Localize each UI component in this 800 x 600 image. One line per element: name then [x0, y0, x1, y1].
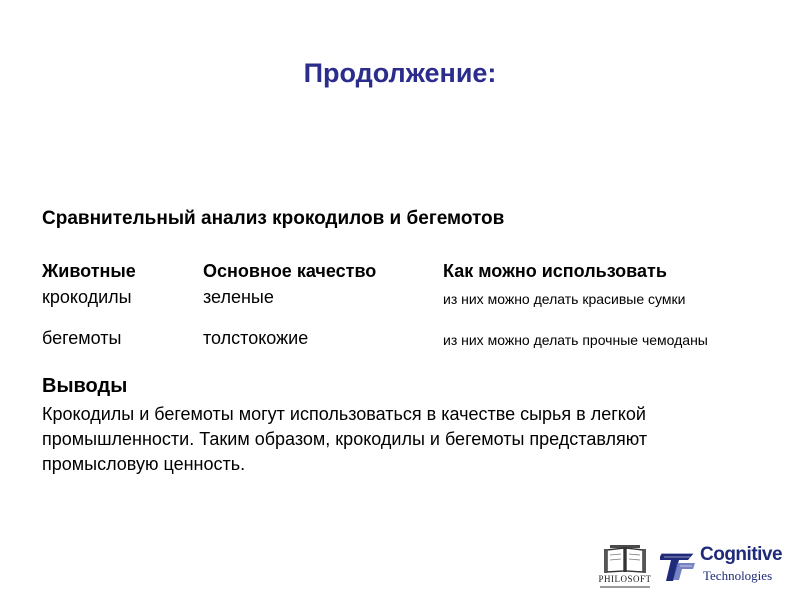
column-header-quality: Основное качество	[203, 261, 377, 281]
conclusions-text: Крокодилы и бегемоты могут использоваться в качестве сырья в легкой промышленности. Таким образом, крокодилы и бегемоты представляют промысловую ценность.	[42, 404, 648, 474]
philosoft-name: PHILOSOFT	[598, 574, 652, 584]
table-cell-animal: крокодилы	[42, 287, 132, 307]
book-icon	[601, 544, 649, 574]
philosoft-underline	[600, 586, 650, 588]
philosoft-logo	[596, 544, 654, 592]
slide-title: Продолжение:	[303, 58, 497, 88]
table-cell-usage: из них можно делать красивые сумки	[443, 291, 686, 307]
comparison-heading: Сравнительный анализ крокодилов и бегемотов	[42, 208, 505, 229]
cognitive-name: Cognitive	[700, 544, 783, 565]
cognitive-logo	[660, 544, 790, 586]
column-header-animals: Животные	[42, 261, 136, 281]
table-cell-animal: бегемоты	[42, 328, 122, 348]
cognitive-subtitle: Technologies	[703, 568, 773, 583]
column-header-usage: Как можно использовать	[443, 261, 667, 281]
cognitive-emblem-icon	[660, 544, 700, 584]
table-cell-usage: из них можно делать прочные чемоданы	[443, 332, 708, 348]
table-cell-quality: толстокожие	[203, 328, 309, 348]
conclusions-title: Выводы	[42, 375, 128, 397]
table-cell-quality: зеленые	[203, 287, 274, 307]
